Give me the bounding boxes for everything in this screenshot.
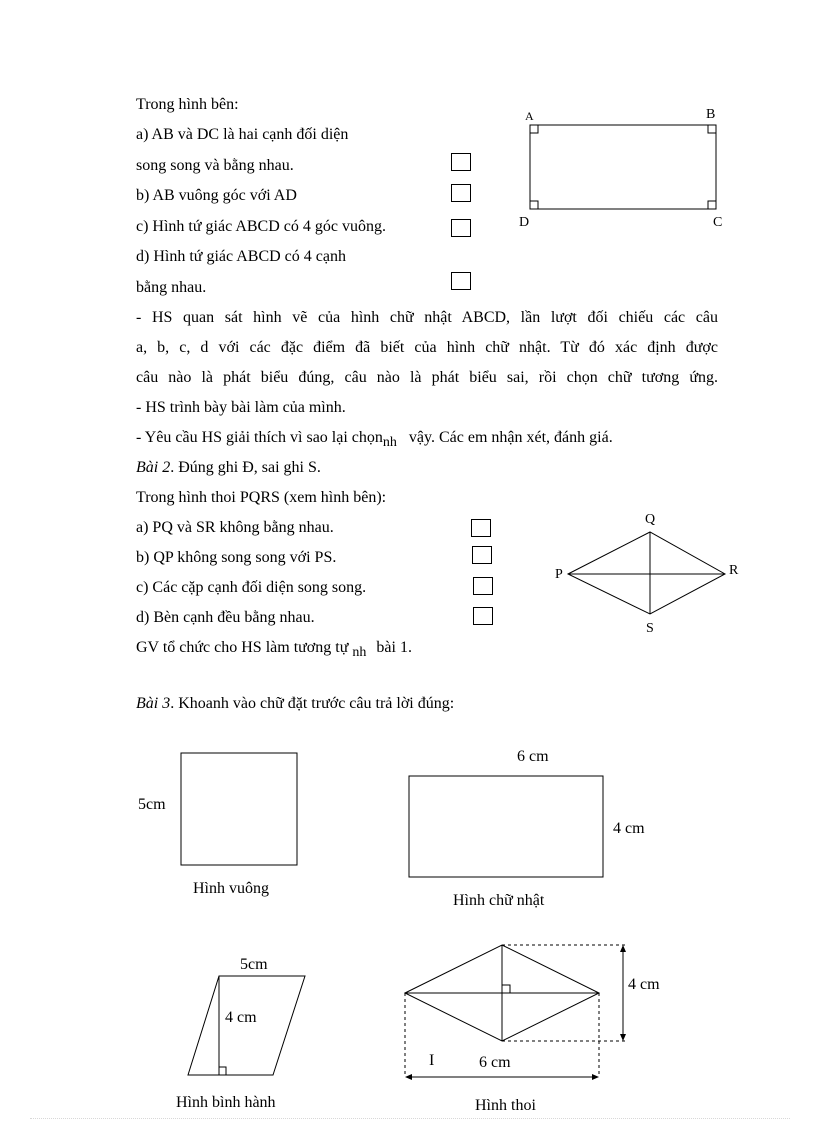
gv-post: bài 1. <box>376 639 412 656</box>
note-5-pre: - Yêu cầu HS giải thích vì sao lại chọn <box>136 429 383 446</box>
note-3: câu nào là phát biểu đúng, câu nào là phát biểu sai, rồi chọn chữ tương ứng. <box>136 369 718 386</box>
label-p: P <box>555 567 563 582</box>
bai1-item-a-line2: song song và bằng nhau. <box>136 157 294 174</box>
bai1-item-c: c) Hình tứ giác ABCD có 4 góc vuông. <box>136 218 386 235</box>
rhombus-tick-label: I <box>429 1052 435 1069</box>
rectangle-caption: Hình chữ nhật <box>453 892 545 909</box>
bai2-item-d: d) Bèn cạnh đều bằng nhau. <box>136 609 315 626</box>
parallelogram-base-label: 5cm <box>240 956 268 973</box>
bai1-intro: Trong hình bên: <box>136 96 239 113</box>
label-q: Q <box>645 512 656 527</box>
gv-sub: nh <box>352 645 367 660</box>
bai2-item-b: b) QP không song song với PS. <box>136 549 337 566</box>
bai1-item-d-line1: d) Hình tứ giác ABCD có 4 cạnh <box>136 248 346 265</box>
note-1: - HS quan sát hình vẽ của hình chữ nhật ABCD, lần lượt đối chiếu các câu <box>136 309 718 326</box>
bai3-title-italic: Bài 3 <box>136 695 171 712</box>
label-r: R <box>729 563 739 578</box>
bai2-title-italic: Bài 2 <box>136 459 171 476</box>
label-c: C <box>713 215 723 230</box>
rhombus-width-label: 6 cm <box>479 1054 511 1071</box>
note-5-post: vậy. Các em nhận xét, đánh giá. <box>408 429 613 446</box>
bai2-item-c: c) Các cặp cạnh đối diện song song. <box>136 579 367 596</box>
square-caption: Hình vuông <box>193 880 269 897</box>
label-a: A <box>525 109 534 123</box>
bai3-title-rest: . Khoanh vào chữ đặt trước câu trả lời đúng: <box>170 695 455 712</box>
label-s: S <box>646 621 654 636</box>
parallelogram-height-label: 4 cm <box>225 1009 257 1026</box>
note-5-sub: nh <box>382 435 397 450</box>
bai1-item-d-line2: bằng nhau. <box>136 279 207 296</box>
label-d: D <box>519 215 530 230</box>
bai2-title-rest: . Đúng ghi Đ, sai ghi S. <box>170 459 321 476</box>
rhombus-height-label: 4 cm <box>628 976 660 993</box>
note-4: - HS trình bày bài làm của mình. <box>136 399 346 416</box>
square-side-label: 5cm <box>138 796 166 813</box>
page-bottom-divider <box>30 1118 790 1119</box>
parallelogram-caption: Hình bình hành <box>176 1094 276 1111</box>
bai1-item-b: b) AB vuông góc với AD <box>136 187 297 204</box>
rhombus-caption: Hình thoi <box>475 1097 536 1114</box>
note-2: a, b, c, d với các đặc điểm đã biết của hình chữ nhật. Từ đó xác định được <box>136 339 718 356</box>
bai2-item-a: a) PQ và SR không bằng nhau. <box>136 519 334 536</box>
bai1-item-a-line1: a) AB và DC là hai cạnh đối diện <box>136 126 349 143</box>
gv-pre: GV tổ chức cho HS làm tương tự <box>136 639 349 656</box>
rectangle-width-label: 6 cm <box>517 748 549 765</box>
label-b: B <box>706 107 716 122</box>
bai2-intro: Trong hình thoi PQRS (xem hình bên): <box>136 489 387 506</box>
rectangle-height-label: 4 cm <box>613 820 645 837</box>
